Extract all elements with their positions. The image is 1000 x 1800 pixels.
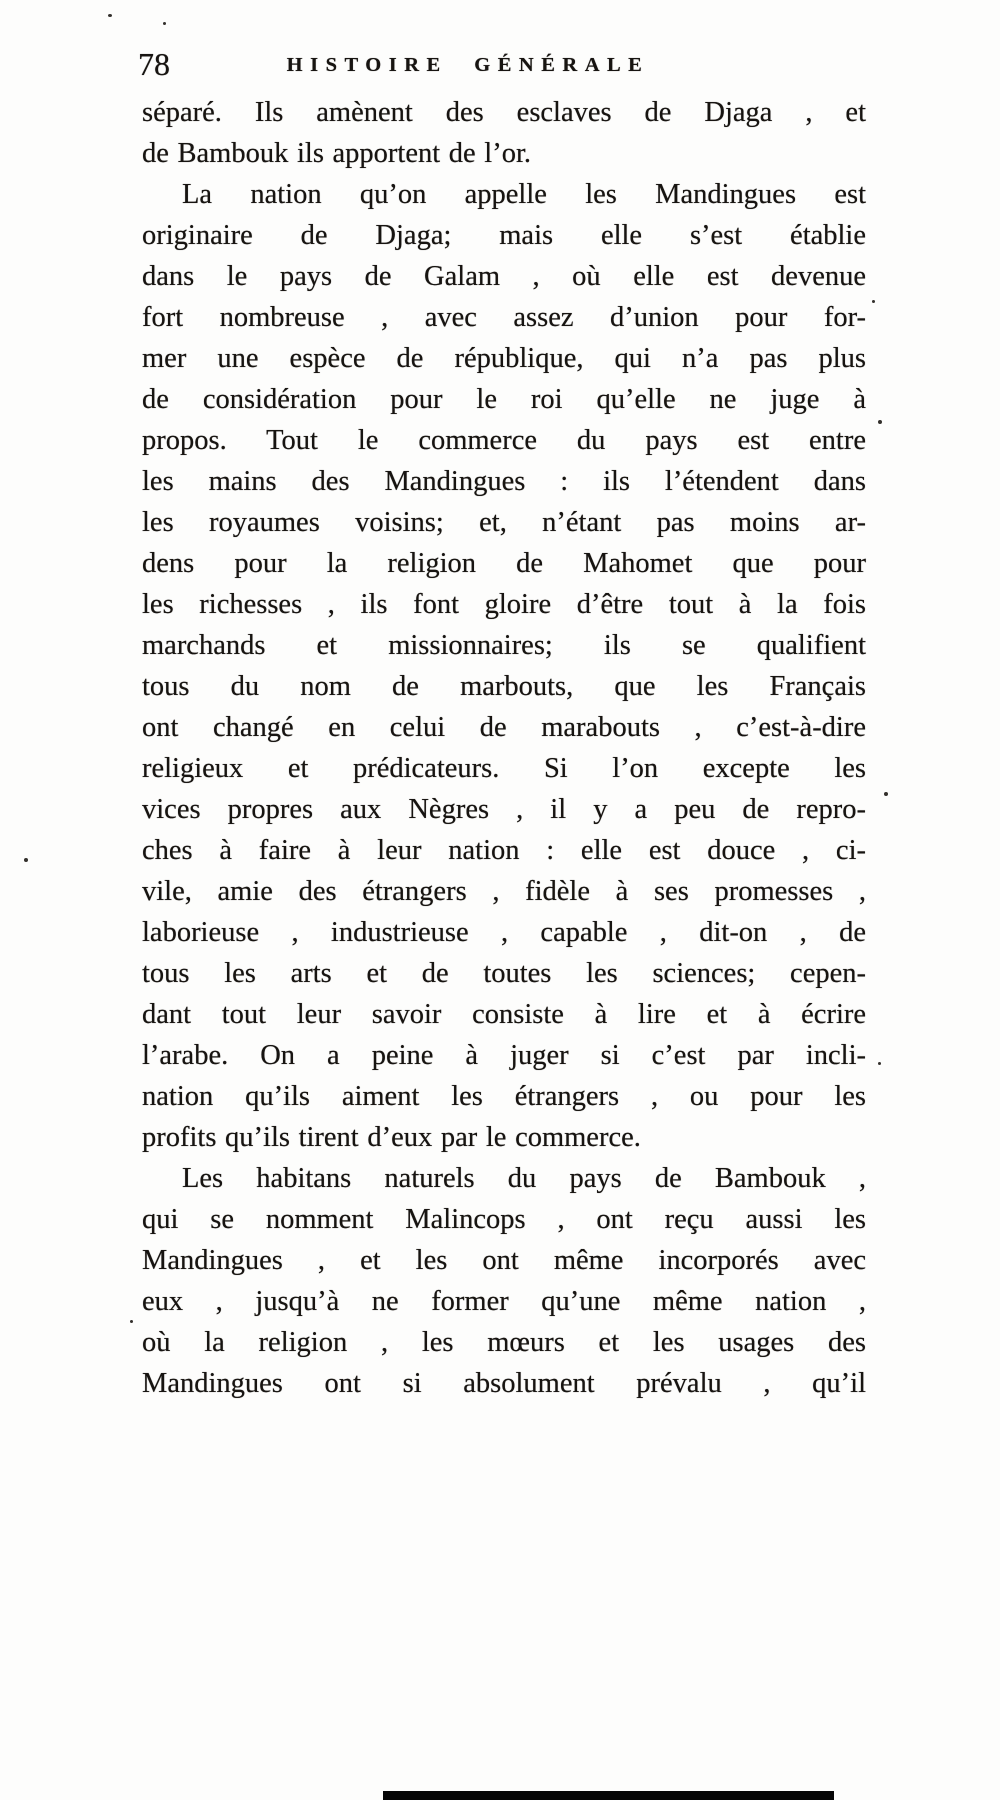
text-line: nation qu’ils aiment les étrangers , ou pour les xyxy=(142,1081,866,1112)
ink-speck xyxy=(872,300,875,303)
text-line: tous du nom de marbouts, que les Français xyxy=(142,671,866,702)
text-line: qui se nomment Malincops , ont reçu aussi les xyxy=(142,1204,866,1235)
text-line: vile, amie des étrangers , fidèle à ses promesses , xyxy=(142,876,866,907)
text-line: La nation qu’on appelle les Mandingues est xyxy=(182,179,866,210)
page-number: 78 xyxy=(138,46,170,82)
text-line: Les habitans naturels du pays de Bambouk , xyxy=(182,1163,866,1194)
text-line: de considération pour le roi qu’elle ne juge à xyxy=(142,384,866,415)
ink-speck xyxy=(163,22,166,25)
text-line: les royaumes voisins; et, n’étant pas moins ar- xyxy=(142,507,866,538)
text-line: les richesses , ils font gloire d’être tout à la fois xyxy=(142,589,866,620)
running-header-title: HISTOIRE GÉNÉRALE xyxy=(286,54,650,76)
text-line: ches à faire à leur nation : elle est douce , ci- xyxy=(142,835,866,866)
scan-artifact-bar xyxy=(383,1791,834,1800)
text-line: laborieuse , industrieuse , capable , dit-on , de xyxy=(142,917,866,948)
ink-speck xyxy=(878,420,882,424)
ink-speck xyxy=(884,792,888,796)
text-line: religieux et prédicateurs. Si l’on excepte les xyxy=(142,753,866,784)
ink-speck xyxy=(878,1062,881,1065)
ink-speck xyxy=(24,858,28,862)
text-line: Mandingues ont si absolument prévalu , qu’il xyxy=(142,1368,866,1399)
text-line: ont changé en celui de marabouts , c’est-à-dire xyxy=(142,712,866,743)
text-line: les mains des Mandingues : ils l’étendent dans xyxy=(142,466,866,497)
ink-speck xyxy=(108,14,112,17)
text-line: profits qu’ils tirent d’eux par le commerce. xyxy=(142,1122,641,1153)
text-line: dens pour la religion de Mahomet que pour xyxy=(142,548,866,579)
text-line: de Bambouk ils apportent de l’or. xyxy=(142,138,532,169)
text-line: marchands et missionnaires; ils se qualifient xyxy=(142,630,866,661)
text-line: originaire de Djaga; mais elle s’est établie xyxy=(142,220,866,251)
body-text xyxy=(142,92,866,1404)
text-line: mer une espèce de république, qui n’a pas plus xyxy=(142,343,866,374)
text-line: dant tout leur savoir consiste à lire et à écrire xyxy=(142,999,866,1030)
text-line: tous les arts et de toutes les sciences; cepen- xyxy=(142,958,866,989)
text-line: eux , jusqu’à ne former qu’une même nation , xyxy=(142,1286,866,1317)
text-line: où la religion , les mœurs et les usages des xyxy=(142,1327,866,1358)
text-line: Mandingues , et les ont même incorporés avec xyxy=(142,1245,866,1276)
text-line: propos. Tout le commerce du pays est entre xyxy=(142,425,866,456)
text-line: vices propres aux Nègres , il y a peu de repro- xyxy=(142,794,866,825)
text-line: dans le pays de Galam , où elle est devenue xyxy=(142,261,866,292)
text-line: fort nombreuse , avec assez d’union pour for- xyxy=(142,302,866,333)
text-line: l’arabe. On a peine à juger si c’est par incli- xyxy=(142,1040,866,1071)
ink-speck xyxy=(130,1320,133,1323)
text-line: séparé. Ils amènent des esclaves de Djaga , et xyxy=(142,97,866,128)
